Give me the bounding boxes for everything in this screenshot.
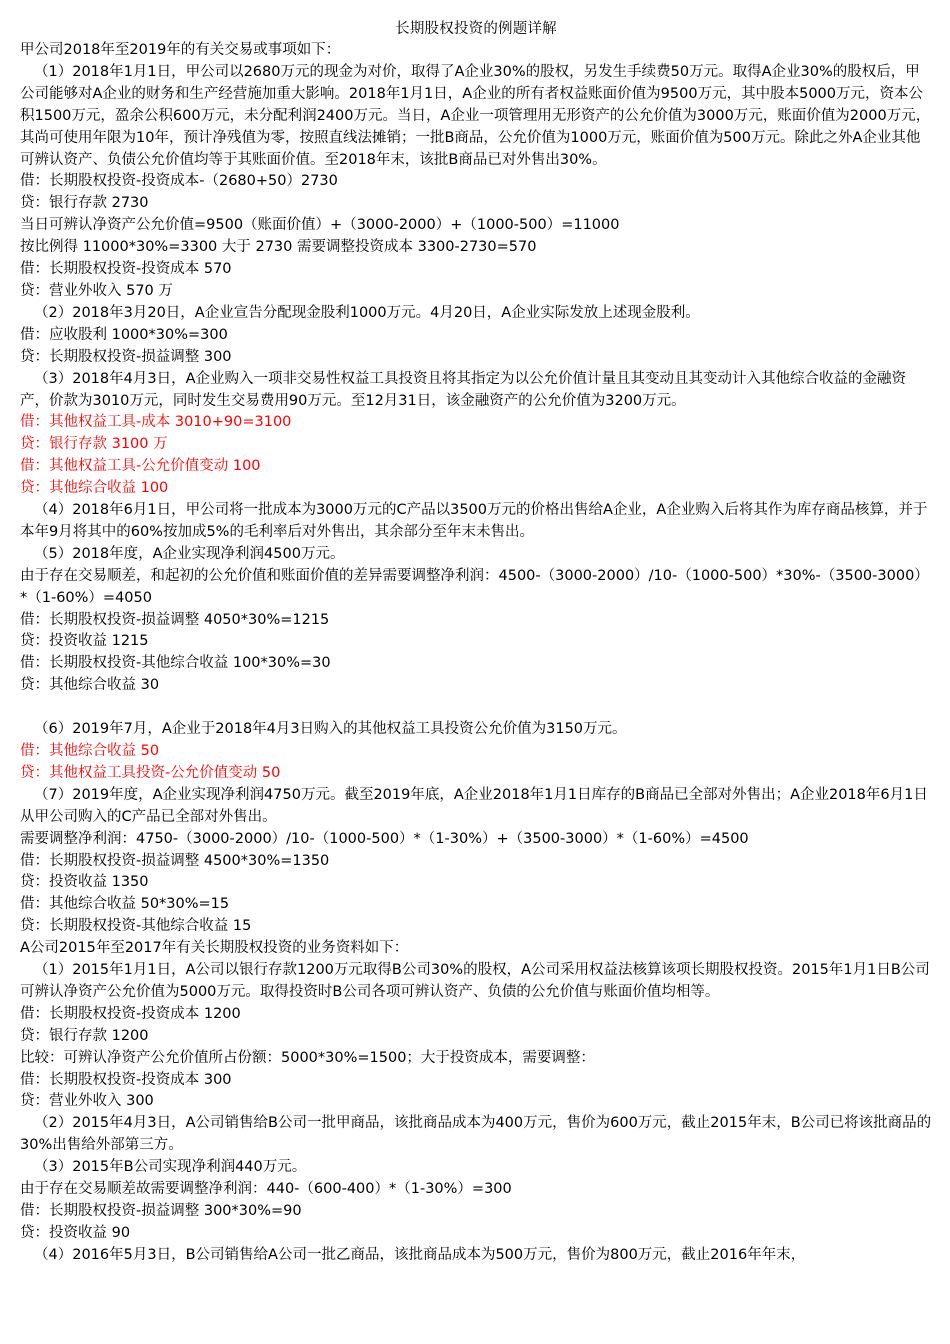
text-line: 甲公司2018年至2019年的有关交易或事项如下： [20, 42, 341, 58]
highlighted-entry: 借：其他综合收益 50 [20, 742, 160, 759]
text-line: 贷：投资收益 1215 [20, 633, 149, 650]
text-line: 借：长期股权投资-其他综合收益 100*30%=30 [20, 655, 331, 672]
text-line: 当日可辨认净资产公允价值=9500（账面价值）+（3000-2000）+（1000-500）=11000 [20, 217, 620, 234]
highlighted-entry: 贷：其他权益工具投资-公允价值变动 50 [20, 764, 281, 781]
text-line: 按比例得 11000*30%=3300 大于 2730 需要调整投资成本 3300-2730=570 [20, 239, 537, 256]
question-paragraph: （2）2018年3月20日，A企业宣告分配现金股利1000万元。4月20日，A企业实际发放上述现金股利。 [34, 304, 700, 321]
question-paragraph: （4）2016年5月3日，B公司销售给A公司一批乙商品，该批商品成本为500万元，售价为800万元，截止2016年年末， [34, 1246, 806, 1263]
question-paragraph: （1）2015年1月1日，A公司以银行存款1200万元取得B公司30%的股权，A公司采用权益法核算该项长期股权投资。2015年1月1日B公司可辨认净资产公允价值为5000万元。取得投资时B公司各项可辨认资产、负债的公允价值与账面价值均相等。 [20, 962, 930, 1000]
blank-line [20, 697, 932, 719]
text-line: 借：长期股权投资-损益调整 4050*30%=1215 [20, 611, 330, 628]
text-line: 由于存在交易顺差，和起初的公允价值和账面价值的差异需要调整净利润：4500-（3000-2000）/10-（1000-500）*30%-（3500-3000）*（1-60%）=4050 [20, 567, 929, 606]
highlighted-entry: 借：其他权益工具-成本 3010+90=3100 [20, 414, 292, 431]
question-paragraph: （1）2018年1月1日，甲公司以2680万元的现金为对价，取得了A企业30%的股权，另发生手续费50万元。取得A企业30%的股权后，甲公司能够对A企业的财务和生产经营施加重大影响。2018年1月1日，A企业的所有者权益账面价值为9500万元，其中股本5000万元，资本公积1500万元，盈余公积600万元，未分配利润2400万元。当日，A企业一项管理用无形资产的公允价值为3000万元，账面价值为2000万元，其尚可使用年限为10年，预计净残值为零，按照直线法摊销；一批B商品，公允价值为1000万元，账面价值为500万元。除此之外A企业其他可辨认资产、负债公允价值均等于其账面价值。至2018年末，该批B商品已对外售出30%。 [20, 63, 931, 168]
text-line: A公司2015年至2017年有关长期股权投资的业务资料如下： [20, 940, 409, 957]
question-paragraph: （4）2018年6月1日，甲公司将一批成本为3000万元的C产品以3500万元的价格出售给A企业，A企业购入后将其作为库存商品核算，并于本年9月将其中的60%按加成5%的毛利率后对外售出，其余部分至年末未售出。 [20, 502, 928, 540]
question-paragraph: （7）2019年度，A企业实现净利润4750万元。截至2019年底，A企业2018年1月1日库存的B商品已全部对外售出；A企业2018年6月1日从甲公司购入的C产品已全部对外售出。 [20, 786, 928, 825]
text-line: 由于存在交易顺差故需要调整净利润：440-（600-400）*（1-30%）=300 [20, 1181, 512, 1198]
text-line: 借：长期股权投资-投资成本-（2680+50）2730 [20, 173, 338, 190]
text-line: 比较：可辨认净资产公允价值所占份额：5000*30%=1500；大于投资成本，需要调整： [20, 1049, 595, 1066]
text-line: 借：长期股权投资-投资成本 300 [20, 1071, 232, 1088]
text-line: 贷：营业外收入 300 [20, 1093, 154, 1110]
text-line: 借：其他综合收益 50*30%=15 [20, 896, 230, 913]
highlighted-entry: 贷：其他综合收益 100 [20, 480, 169, 497]
document-title: 长期股权投资的例题详解 [395, 21, 557, 37]
text-line: 贷：长期股权投资-其他综合收益 15 [20, 918, 252, 935]
text-line: 贷：其他综合收益 30 [20, 677, 160, 694]
text-line: 贷：长期股权投资-损益调整 300 [20, 348, 232, 365]
text-line: 贷：银行存款 2730 [20, 195, 149, 212]
highlighted-entry: 借：其他权益工具-公允价值变动 100 [20, 458, 261, 475]
question-paragraph: （2）2015年4月3日，A公司销售给B公司一批甲商品，该批商品成本为400万元，售价为600万元，截止2015年末，B公司已将该批商品的30%出售给外部第三方。 [20, 1115, 932, 1154]
question-paragraph: （5）2018年度，A企业实现净利润4500万元。 [34, 545, 345, 562]
question-paragraph: （3）2018年4月3日，A企业购入一项非交易性权益工具投资且将其指定为以公允价值计量且其变动且其变动计入其他综合收益的金融资产，价款为3010万元，同时发生交易费用90万元。至12月31日，该金融资产的公允价值为3200万元。 [20, 370, 906, 409]
text-line: 贷：营业外收入 570 万 [20, 282, 173, 299]
highlighted-entry: 贷：银行存款 3100 万 [20, 436, 168, 453]
text-line: 贷：投资收益 90 [20, 1224, 131, 1241]
text-line: 贷：银行存款 1200 [20, 1027, 149, 1044]
text-line: 借：长期股权投资-损益调整 4500*30%=1350 [20, 852, 330, 869]
question-paragraph: （3）2015年B公司实现净利润440万元。 [34, 1159, 307, 1176]
text-line: 借：应收股利 1000*30%=300 [20, 326, 228, 343]
text-line: 需要调整净利润：4750-（3000-2000）/10-（1000-500）*（1-30%）+（3500-3000）*（1-60%）=4500 [20, 830, 749, 847]
text-line: 借：长期股权投资-投资成本 1200 [20, 1005, 241, 1022]
document-body [20, 40, 932, 1267]
text-line: 借：长期股权投资-损益调整 300*30%=90 [20, 1203, 302, 1220]
text-line: 借：长期股权投资-投资成本 570 [20, 261, 232, 278]
question-paragraph: （6）2019年7月，A企业于2018年4月3日购入的其他权益工具投资公允价值为3150万元。 [34, 721, 627, 738]
text-line: 贷：投资收益 1350 [20, 874, 149, 891]
